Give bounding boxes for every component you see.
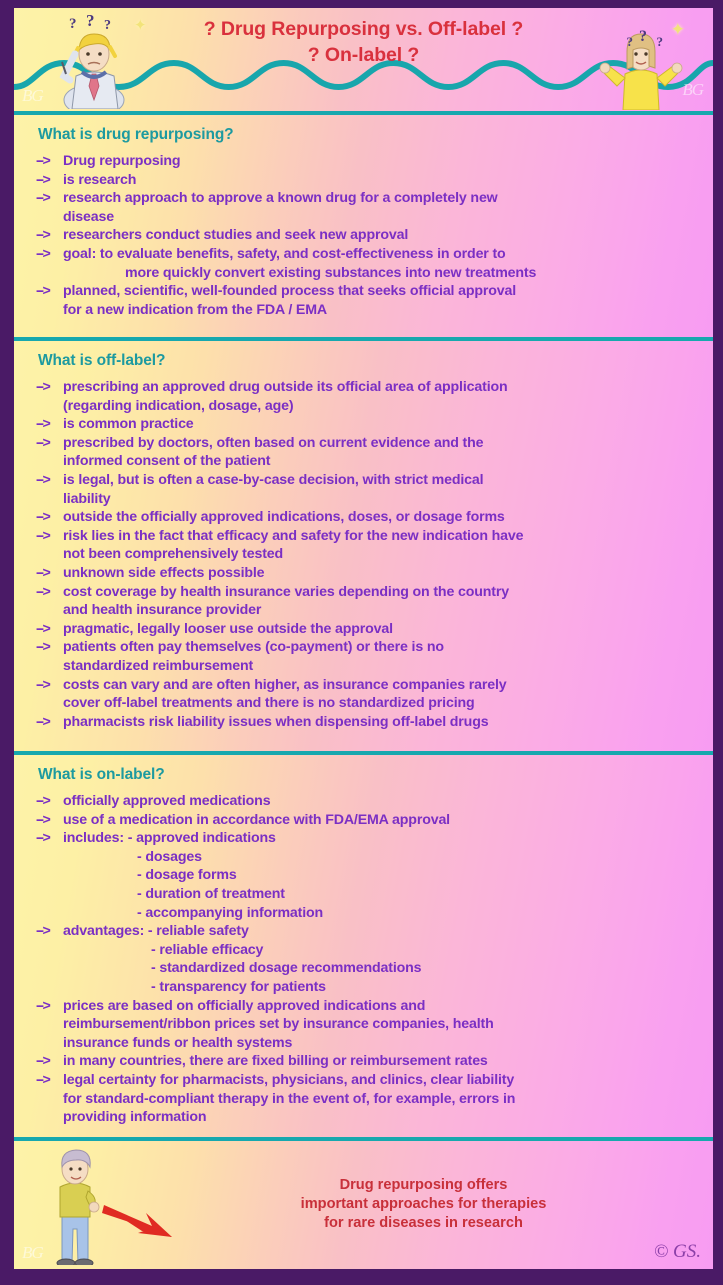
footer-line-3: for rare diseases in research	[324, 1215, 523, 1231]
sparkle-icon: ✦	[134, 17, 147, 34]
sparkle-icon: ✦	[670, 20, 685, 39]
bullet-list	[14, 152, 713, 329]
bullet-text-line: risk lies in the fact that efficacy and safety for the new indication have	[63, 527, 524, 544]
arrow-bullet-icon: -->	[36, 830, 50, 847]
bullet-continuation-line: - dosage forms	[137, 867, 237, 884]
bullet-item	[36, 152, 701, 171]
bullet-continuation-line: reimbursement/ribbon prices set by insurance companies, health	[63, 1016, 494, 1033]
bullet-continuation-line: - duration of treatment	[137, 885, 285, 902]
header-band	[14, 8, 713, 111]
bullet-item	[36, 1071, 701, 1127]
arrow-bullet-icon: -->	[36, 1071, 50, 1088]
question-mark-icon: ?	[639, 28, 647, 45]
bullet-text-line: is research	[63, 171, 137, 188]
arrow-bullet-icon: -->	[36, 509, 50, 526]
bullet-text-line: officially approved medications	[63, 793, 271, 809]
arrow-bullet-icon: -->	[36, 153, 50, 169]
bullet-text	[63, 245, 701, 282]
footer-line-1: Drug repurposing offers	[339, 1177, 508, 1193]
arrow-bullet-icon: -->	[36, 1053, 50, 1070]
arrow-bullet-icon: -->	[36, 434, 50, 451]
bullet-text	[63, 1052, 701, 1071]
bullet-text	[63, 792, 701, 811]
bullet-item	[36, 471, 701, 508]
arrow-bullet-icon: -->	[36, 923, 50, 940]
arrow-bullet-icon: -->	[36, 190, 50, 207]
bullet-text-line: Drug repurposing	[63, 153, 181, 169]
bullet-continuation-line: for a new indication from the FDA / EMA	[63, 301, 327, 318]
watermark-footer: BG	[22, 1243, 43, 1262]
bullet-item	[36, 713, 701, 732]
bullet-item	[36, 282, 701, 319]
arrow-bullet-icon: -->	[36, 620, 50, 637]
bullet-continuation-line: providing information	[63, 1109, 207, 1126]
bullet-text	[63, 638, 701, 675]
title-line-1: ? Drug Repurposing vs. Off-label ?	[203, 18, 524, 40]
bullet-text-line: in many countries, there are fixed billing or reimbursement rates	[63, 1053, 488, 1070]
bullet-text-line: prescribed by doctors, often based on current evidence and the	[63, 434, 484, 451]
section-heading: What is drug repurposing?	[38, 126, 234, 143]
arrow-bullet-icon: -->	[36, 713, 50, 730]
arrow-bullet-icon: -->	[36, 997, 50, 1014]
bullet-item	[36, 811, 701, 830]
bullet-continuation-line: cover off-label treatments and there is no standardized pricing	[63, 695, 475, 712]
question-mark-icon: ?	[104, 18, 111, 33]
bullet-continuation-line: more quickly convert existing substances into new treatments	[125, 264, 537, 281]
bullet-item	[36, 922, 701, 996]
bullet-text	[63, 282, 701, 319]
bullet-text-line: pragmatic, legally looser use outside the approval	[63, 620, 393, 637]
bullet-text-line: is common practice	[63, 416, 194, 433]
bullet-continuation-line: - transparency for patients	[151, 978, 326, 995]
bullet-continuation-line: not been comprehensively tested	[63, 546, 284, 563]
bullet-text	[63, 152, 701, 171]
arrow-bullet-icon: -->	[36, 564, 50, 581]
bullet-item	[36, 434, 701, 471]
bullet-item	[36, 620, 701, 639]
bullet-text-line: pharmacists risk liability issues when dispensing off-label drugs	[63, 713, 489, 730]
bullet-text	[63, 583, 701, 620]
bullet-text	[63, 922, 701, 996]
bullet-item	[36, 171, 701, 190]
bullet-text-line: research approach to approve a known drug for a completely new	[63, 190, 498, 207]
title-line-2: ? On-label ?	[307, 44, 420, 66]
bullet-item	[36, 829, 701, 922]
bullet-text-line: use of a medication in accordance with FDA/EMA approval	[63, 811, 450, 828]
copyright-notice: © GS.	[653, 1241, 701, 1262]
bullet-item	[36, 583, 701, 620]
bullet-continuation-line: - reliable efficacy	[151, 941, 264, 958]
bullet-text-line: prescribing an approved drug outside its official area of application	[63, 379, 508, 395]
bullet-continuation-line: informed consent of the patient	[63, 453, 271, 470]
question-mark-icon: ?	[656, 34, 663, 49]
bullet-continuation-line: liability	[63, 490, 111, 507]
bullet-text	[63, 508, 701, 527]
bullet-text	[63, 713, 701, 732]
bullet-text	[63, 620, 701, 639]
section-heading: What is off-label?	[38, 352, 166, 369]
bullet-continuation-line: for standard-compliant therapy in the event of, for example, errors in	[63, 1090, 516, 1107]
arrow-bullet-icon: -->	[36, 171, 50, 188]
bullet-item	[36, 1052, 701, 1071]
bullet-text-line: unknown side effects possible	[63, 564, 265, 581]
bullet-continuation-line: - standardized dosage recommendations	[151, 960, 422, 977]
arrow-bullet-icon: -->	[36, 245, 50, 262]
bullet-text-line: goal: to evaluate benefits, safety, and cost-effectiveness in order to	[63, 245, 506, 262]
bullet-item	[36, 997, 701, 1053]
bullet-text	[63, 1071, 701, 1127]
footer-band	[14, 1141, 713, 1269]
bullet-text-line: cost coverage by health insurance varies depending on the country	[63, 583, 509, 600]
bullet-continuation-line: - accompanying information	[137, 904, 324, 921]
bullet-text-line: researchers conduct studies and seek new approval	[63, 227, 409, 244]
bullet-continuation-line: and health insurance provider	[63, 602, 262, 619]
red-arrow-pointing-right-icon	[102, 1199, 174, 1239]
bullet-continuation-line: standardized reimbursement	[63, 657, 254, 674]
bullet-text	[63, 997, 701, 1053]
bullet-text-line: outside the officially approved indications, doses, or dosage forms	[63, 509, 505, 526]
question-mark-icon: ?	[86, 11, 95, 30]
bullet-text-line: advantages: - reliable safety	[63, 923, 249, 940]
footer-line-2: important approaches for therapies	[300, 1196, 547, 1212]
bullet-text	[63, 171, 701, 190]
bullet-continuation-line: - dosages	[137, 848, 202, 865]
bullet-text-line: patients often pay themselves (co-payment) or there is no	[63, 639, 444, 656]
footer-message	[164, 1176, 683, 1233]
bullet-item	[36, 638, 701, 675]
arrow-bullet-icon: -->	[36, 811, 50, 828]
section-heading: What is on-label?	[38, 766, 165, 783]
arrow-bullet-icon: -->	[36, 793, 50, 809]
bullet-item	[36, 564, 701, 583]
bullet-text	[63, 564, 701, 583]
bullet-text	[63, 811, 701, 830]
arrow-bullet-icon: -->	[36, 639, 50, 656]
arrow-bullet-icon: -->	[36, 283, 50, 300]
bullet-item	[36, 245, 701, 282]
bullet-text	[63, 378, 701, 415]
bullet-item	[36, 508, 701, 527]
watermark-right: BG	[682, 80, 703, 99]
bullet-text	[63, 676, 701, 713]
arrow-bullet-icon: -->	[36, 583, 50, 600]
section-1	[14, 115, 713, 337]
bullet-text	[63, 829, 701, 922]
bullet-item	[36, 189, 701, 226]
bullet-continuation-line: (regarding indication, dosage, age)	[63, 397, 294, 414]
bullet-item	[36, 676, 701, 713]
bullet-text	[63, 226, 701, 245]
bullet-list	[14, 792, 713, 1137]
bullet-item	[36, 415, 701, 434]
bullet-text-line: is legal, but is often a case-by-case decision, with strict medical	[63, 471, 484, 488]
bullet-text	[63, 471, 701, 508]
bullet-text-line: includes: - approved indications	[63, 830, 276, 847]
bullet-continuation-line: insurance funds or health systems	[63, 1034, 293, 1051]
question-mark-icon: ?	[626, 34, 633, 49]
bullet-list	[14, 378, 713, 741]
arrow-bullet-icon: -->	[36, 416, 50, 433]
bullet-text	[63, 189, 701, 226]
arrow-bullet-icon: -->	[36, 227, 50, 244]
bullet-text	[63, 527, 701, 564]
bullet-continuation-line: disease	[63, 208, 115, 225]
bullet-item	[36, 226, 701, 245]
arrow-bullet-icon: -->	[36, 527, 50, 544]
arrow-bullet-icon: -->	[36, 379, 50, 395]
bullet-text-line: legal certainty for pharmacists, physicians, and clinics, clear liability	[63, 1071, 515, 1088]
bullet-text-line: planned, scientific, well-founded process that seeks official approval	[63, 283, 517, 300]
section-3	[14, 755, 713, 1137]
watermark-left: BG	[22, 86, 43, 105]
bullet-item	[36, 378, 701, 415]
question-mark-icon: ?	[69, 16, 77, 32]
bullet-text	[63, 415, 701, 434]
bullet-text-line: costs can vary and are often higher, as insurance companies rarely	[63, 676, 507, 693]
bullet-text	[63, 434, 701, 471]
bullet-item	[36, 527, 701, 564]
arrow-bullet-icon: -->	[36, 471, 50, 488]
section-2	[14, 341, 713, 751]
arrow-bullet-icon: -->	[36, 676, 50, 693]
bullet-text-line: prices are based on officially approved indications and	[63, 997, 426, 1014]
bullet-item	[36, 792, 701, 811]
